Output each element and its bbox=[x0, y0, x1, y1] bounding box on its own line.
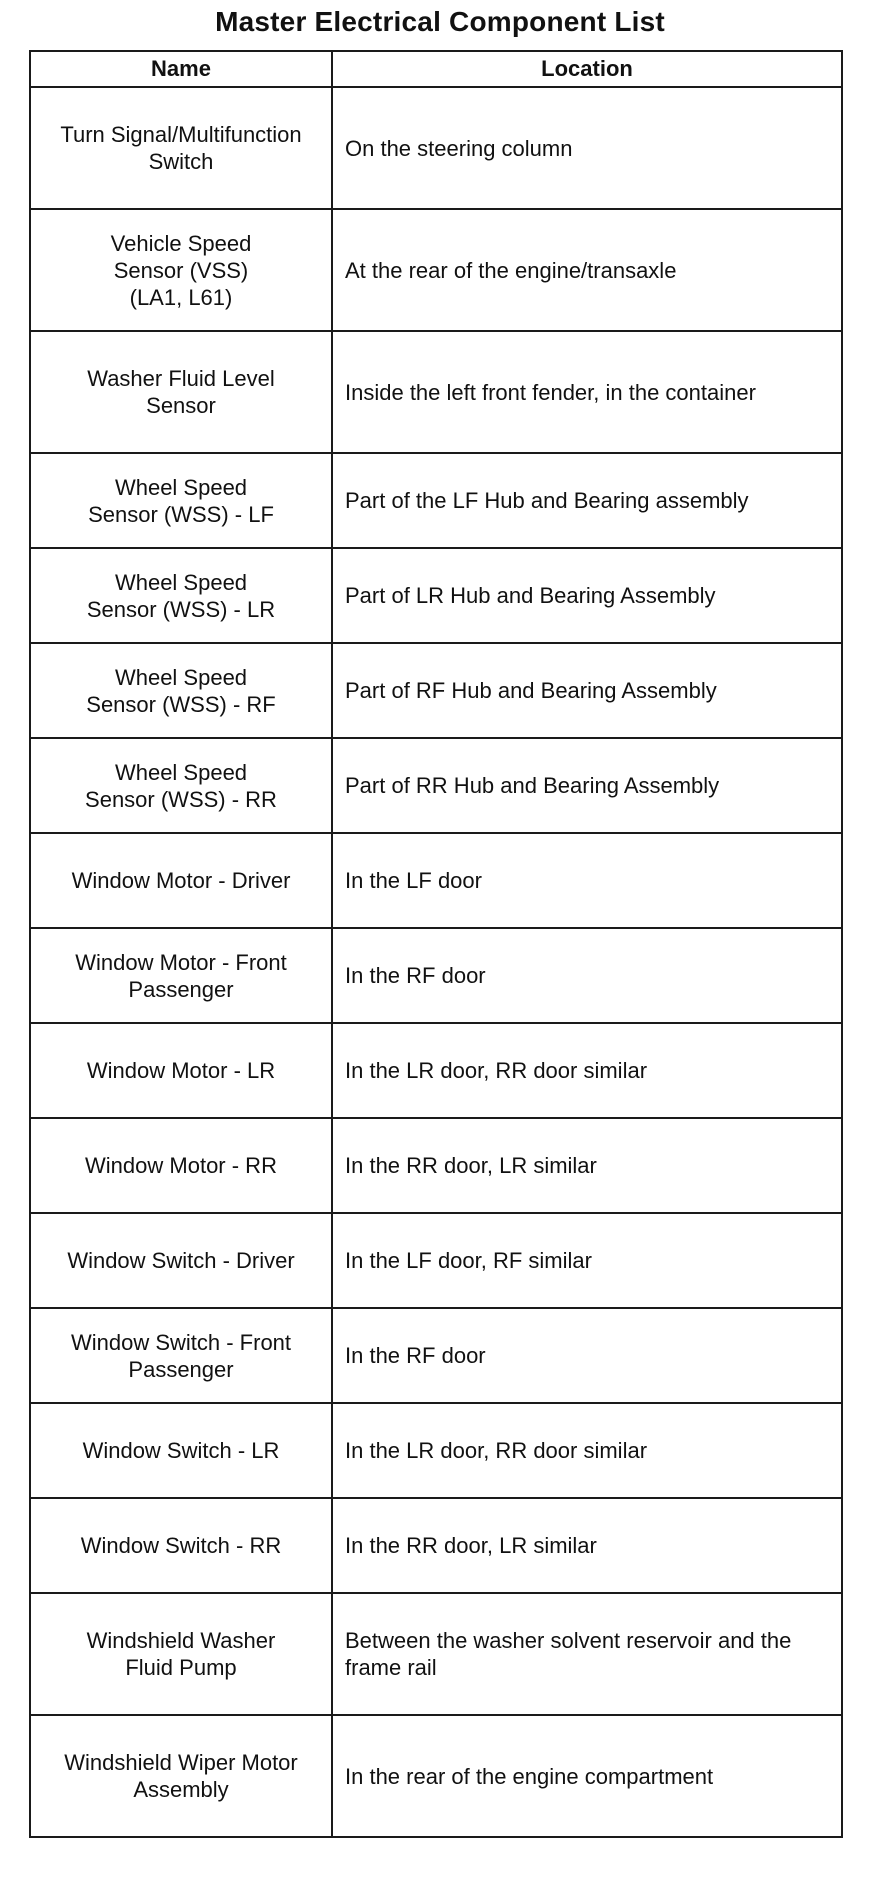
component-location-cell bbox=[332, 209, 842, 331]
component-location-cell bbox=[332, 738, 842, 833]
table-row bbox=[30, 548, 842, 643]
component-location: Inside the left front fender, in the container bbox=[345, 379, 756, 405]
component-name-cell bbox=[30, 643, 332, 738]
component-location-cell bbox=[332, 643, 842, 738]
component-name-cell bbox=[30, 833, 332, 928]
component-name: Wheel Speed Sensor (WSS) - RR bbox=[85, 759, 277, 812]
component-location: Part of LR Hub and Bearing Assembly bbox=[345, 583, 716, 608]
component-name: Wheel Speed Sensor (WSS) - LF bbox=[88, 474, 274, 527]
component-name-cell bbox=[30, 453, 332, 548]
component-location-cell bbox=[332, 1403, 842, 1498]
table-row bbox=[30, 1213, 842, 1308]
table-row bbox=[30, 833, 842, 928]
component-name: Window Switch - Front Passenger bbox=[70, 1329, 292, 1382]
component-name-cell bbox=[30, 738, 332, 833]
component-name-cell bbox=[30, 1023, 332, 1118]
component-name-cell bbox=[30, 1593, 332, 1715]
component-location-cell bbox=[332, 331, 842, 453]
table-row bbox=[30, 1498, 842, 1593]
table-row bbox=[30, 87, 842, 209]
component-name: Wheel Speed Sensor (WSS) - LR bbox=[86, 569, 276, 622]
component-name: Window Switch - LR bbox=[82, 1438, 280, 1463]
table-row bbox=[30, 331, 842, 453]
table-row bbox=[30, 209, 842, 331]
table-row bbox=[30, 1023, 842, 1118]
table-header-row bbox=[30, 51, 842, 87]
component-location: Part of RF Hub and Bearing Assembly bbox=[345, 678, 717, 703]
component-name: Window Switch - Driver bbox=[67, 1248, 295, 1273]
component-name: Windshield Washer Fluid Pump bbox=[86, 1628, 276, 1680]
component-location-cell bbox=[332, 1023, 842, 1118]
component-table bbox=[29, 50, 843, 1838]
component-location: In the LF door bbox=[345, 868, 482, 893]
component-location: At the rear of the engine/transaxle bbox=[345, 257, 677, 283]
component-location: In the RR door, LR similar bbox=[345, 1153, 597, 1178]
component-name: Turn Signal/Multifunction Switch bbox=[60, 122, 302, 174]
table-row bbox=[30, 1118, 842, 1213]
component-name-cell bbox=[30, 87, 332, 209]
component-name: Windshield Wiper Motor Assembly bbox=[64, 1750, 298, 1802]
component-location-cell bbox=[332, 833, 842, 928]
component-name: Window Motor - Front Passenger bbox=[75, 949, 287, 1002]
component-location: On the steering column bbox=[345, 135, 573, 161]
column-header-location: Location bbox=[332, 51, 842, 87]
table-row bbox=[30, 1593, 842, 1715]
component-name-cell bbox=[30, 1308, 332, 1403]
component-location-cell bbox=[332, 87, 842, 209]
component-name: Window Switch - RR bbox=[80, 1533, 282, 1558]
component-name-cell bbox=[30, 1213, 332, 1308]
table-row bbox=[30, 643, 842, 738]
component-location: In the RR door, LR similar bbox=[345, 1533, 597, 1558]
table-row bbox=[30, 453, 842, 548]
component-location-cell bbox=[332, 1213, 842, 1308]
component-name: Vehicle Speed Sensor (VSS) (LA1, L61) bbox=[110, 230, 252, 310]
component-location: In the RF door bbox=[345, 1343, 486, 1368]
component-name-cell bbox=[30, 1118, 332, 1213]
component-name-cell bbox=[30, 1403, 332, 1498]
table-row bbox=[30, 1403, 842, 1498]
component-location: Part of the LF Hub and Bearing assembly bbox=[345, 488, 749, 513]
component-name-cell bbox=[30, 1498, 332, 1593]
component-name: Washer Fluid Level Sensor bbox=[87, 366, 275, 418]
component-location: In the RF door bbox=[345, 963, 486, 988]
table-row bbox=[30, 738, 842, 833]
component-name: Wheel Speed Sensor (WSS) - RF bbox=[86, 664, 276, 717]
component-name: Window Motor - Driver bbox=[71, 868, 291, 893]
component-location-cell bbox=[332, 1118, 842, 1213]
component-location-cell bbox=[332, 548, 842, 643]
column-header-name: Name bbox=[30, 51, 332, 87]
component-location: In the LF door, RF similar bbox=[345, 1248, 592, 1273]
component-location-cell bbox=[332, 1308, 842, 1403]
component-name-cell bbox=[30, 548, 332, 643]
component-location-cell bbox=[332, 1715, 842, 1837]
component-location: In the LR door, RR door similar bbox=[345, 1438, 648, 1463]
component-name: Window Motor - LR bbox=[86, 1058, 276, 1083]
component-name: Window Motor - RR bbox=[85, 1153, 277, 1178]
component-name-cell bbox=[30, 1715, 332, 1837]
table-row bbox=[30, 928, 842, 1023]
table-row bbox=[30, 1715, 842, 1837]
component-location: In the LR door, RR door similar bbox=[345, 1058, 648, 1083]
component-location-cell bbox=[332, 453, 842, 548]
component-location-cell bbox=[332, 928, 842, 1023]
component-location: Between the washer solvent reservoir and the frame rail bbox=[345, 1628, 792, 1680]
component-location-cell bbox=[332, 1593, 842, 1715]
component-location: In the rear of the engine compartment bbox=[345, 1763, 714, 1789]
component-name-cell bbox=[30, 928, 332, 1023]
component-location-cell bbox=[332, 1498, 842, 1593]
page-title: Master Electrical Component List bbox=[215, 6, 665, 37]
component-location: Part of RR Hub and Bearing Assembly bbox=[345, 773, 720, 798]
component-name-cell bbox=[30, 209, 332, 331]
component-name-cell bbox=[30, 331, 332, 453]
table-row bbox=[30, 1308, 842, 1403]
